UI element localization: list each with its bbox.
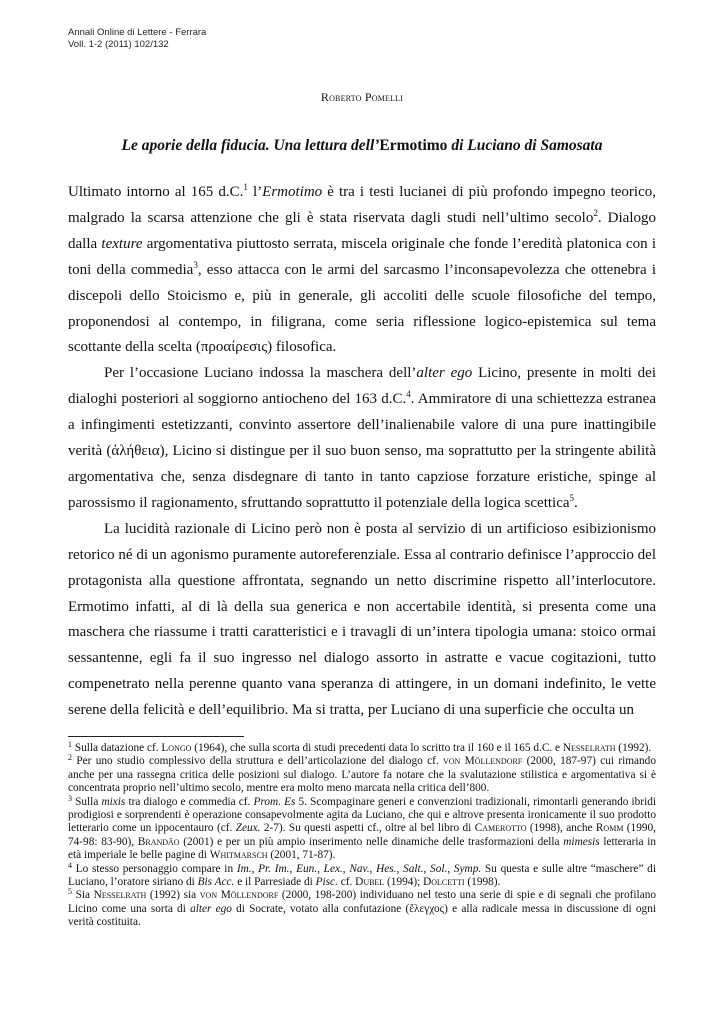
- footnote-ref: 4: [406, 389, 411, 400]
- footnote-ref: 2: [593, 207, 598, 218]
- footnote-ref: 3: [193, 259, 198, 270]
- journal-name: Annali Online di Lettere - Ferrara: [68, 27, 207, 38]
- footnote-ref: 5: [569, 492, 575, 503]
- paragraph-1: Ultimato intorno al 165 d.C.$^1$ l’Ermotimo è tra i testi lucianei di più profondo impegno teorico, malgrado la scarsa attenzione che gli è stata riservata dagli studi nell’ultimo secolo$^2$. Dialogo dalla texture argomentativa piuttosto serrata, miscela originale che fonde l’eredità platonica con i toni della commedia$^3$, esso attacca con le armi del sarcasmo l’inconsapevolezza che ottenebra i discepoli dello Stoicismo e, più in generale, gli accoliti delle scuole filosofiche del tempo, proponendosi al contempo, in filigrana, come seria riflessione logico-epistemica sul tema scottante della scelta (προαίρεσις) filosofica.: [68, 182, 657, 356]
- article-author: Roberto Pomelli: [320, 90, 404, 104]
- volume-info: Voll. 1-2 (2011) 102/132: [68, 39, 169, 50]
- running-header: [68, 27, 206, 51]
- paragraph-2: Per l’occasione Luciano indossa la maschera dell’alter ego Licino, presente in molti dei dialoghi posteriori al soggiorno antiocheno del 163 d.C.$^4$. Ammiratore di una schiettezza estranea a infingimenti estetizzanti, convinto assertore dell’inalienabile valore di una pure inattingibile verità (ἀλήθεια), Licino si distingue per il suo buon senso, ma soprattutto per la stringente abilità argomentativa che, senza disdegnare di tanto in tanto capziose forzature eristiche, spinge al parossismo il ragionamento, sfruttando soprattutto il potenziale della logica scettica$^5$.: [68, 365, 656, 511]
- footnotes: [68, 742, 656, 930]
- footnote-separator: [68, 736, 244, 737]
- footnote-1: $^1$ Sulla datazione cf. Longo (1964), che sulla scorta di studi precedenti data lo scritto tra il 160 e il 165 d.C. e Nesselrath (1992).: [68, 740, 652, 754]
- footnote-4: $^4$ Lo stesso personaggio compare in Im., Pr. Im., Eun., Lex., Nav., Hes., Salt., Sol., Symp. Su questa e sulle altre “maschere” di Luciano, l’oratore siriano di Bis Acc. e il Parresiade di Pisc. cf. Dubel (1994); Dolcetti (1998).: [68, 860, 656, 889]
- article-title: Le aporie della fiducia. Una lettura dell’Ermotimo di Luciano di Samosata: [121, 137, 603, 154]
- footnote-ref: 1: [243, 182, 248, 192]
- footnote-3: $^3$ Sulla mixis tra dialogo e commedia cf. Prom. Es 5. Scompaginare generi e convenzioni tradizionali, rimontarli generando ibridi prodigiosi e sorprendenti è operazione consapevolmente agita da Luciano, che qui e altrove presenta ironicamente il suo prodotto letterario come un ippocentauro (cf. Zeux. 2-7). Su questi aspetti cf., oltre al bel libro di Camerotto (1998), anche Romm (1990, 74-98: 83-90), Brandão (2001) e per un più ampio inserimento nelle dinamiche delle trasformazioni della mimesis letteraria in età imperiale le belle pagine di Whitmarsch (2001, 71-87).: [68, 793, 656, 862]
- article-body: [68, 180, 656, 724]
- work-title: Ermotimo: [379, 137, 448, 154]
- paragraph-3: La lucidità razionale di Licino però non è posta al servizio di un artificioso esibizionismo retorico né di un agonismo puramente autoreferenziale. Essa al contrario definisce l’approccio del protagonista alla questione affrontata, segnando un netto discrimine rispetto all’interlocutore. Ermotimo infatti, al di là della sua generica e non accertabile identità, si presenta come una maschera che riassume i tratti caratteristici e i travagli di un’intera tipologia umana: stoico ormai sessantenne, egli fa il suo ingresso nel dialogo assorto in astratte e vacue cogitazioni, tutto compenetrato nella perenne quanto vana speranza di attingere, in un domani indefinito, le vette serene della felicità e dell’equilibrio. Ma si tratta, per Luciano di una superficie che occulta un: [68, 520, 656, 719]
- footnote-2: $^2$ Per uno studio complessivo della struttura e dell’articolazione del dialogo cf. von Möllendorf (2000, 187-97) cui rimando anche per una rassegna critica delle posizioni sul dialogo. L’autore fa notare che la svalutazione stilistica e argomentativa si è concentrata proprio nell’ultimo secolo, mentre era molto meno marcata nella critica dell’800.: [68, 753, 656, 795]
- footnote-5: $^5$ Sia Nesselrath (1992) sia von Möllendorf (2000, 198-200) individuano nel testo una serie di spie e di segnali che profilano Licino come una sorta di alter ego di Socrate, votato alla confutazione (ἔλεγχος) e alla radicale messa in discussione di ogni verità costituita.: [68, 887, 657, 929]
